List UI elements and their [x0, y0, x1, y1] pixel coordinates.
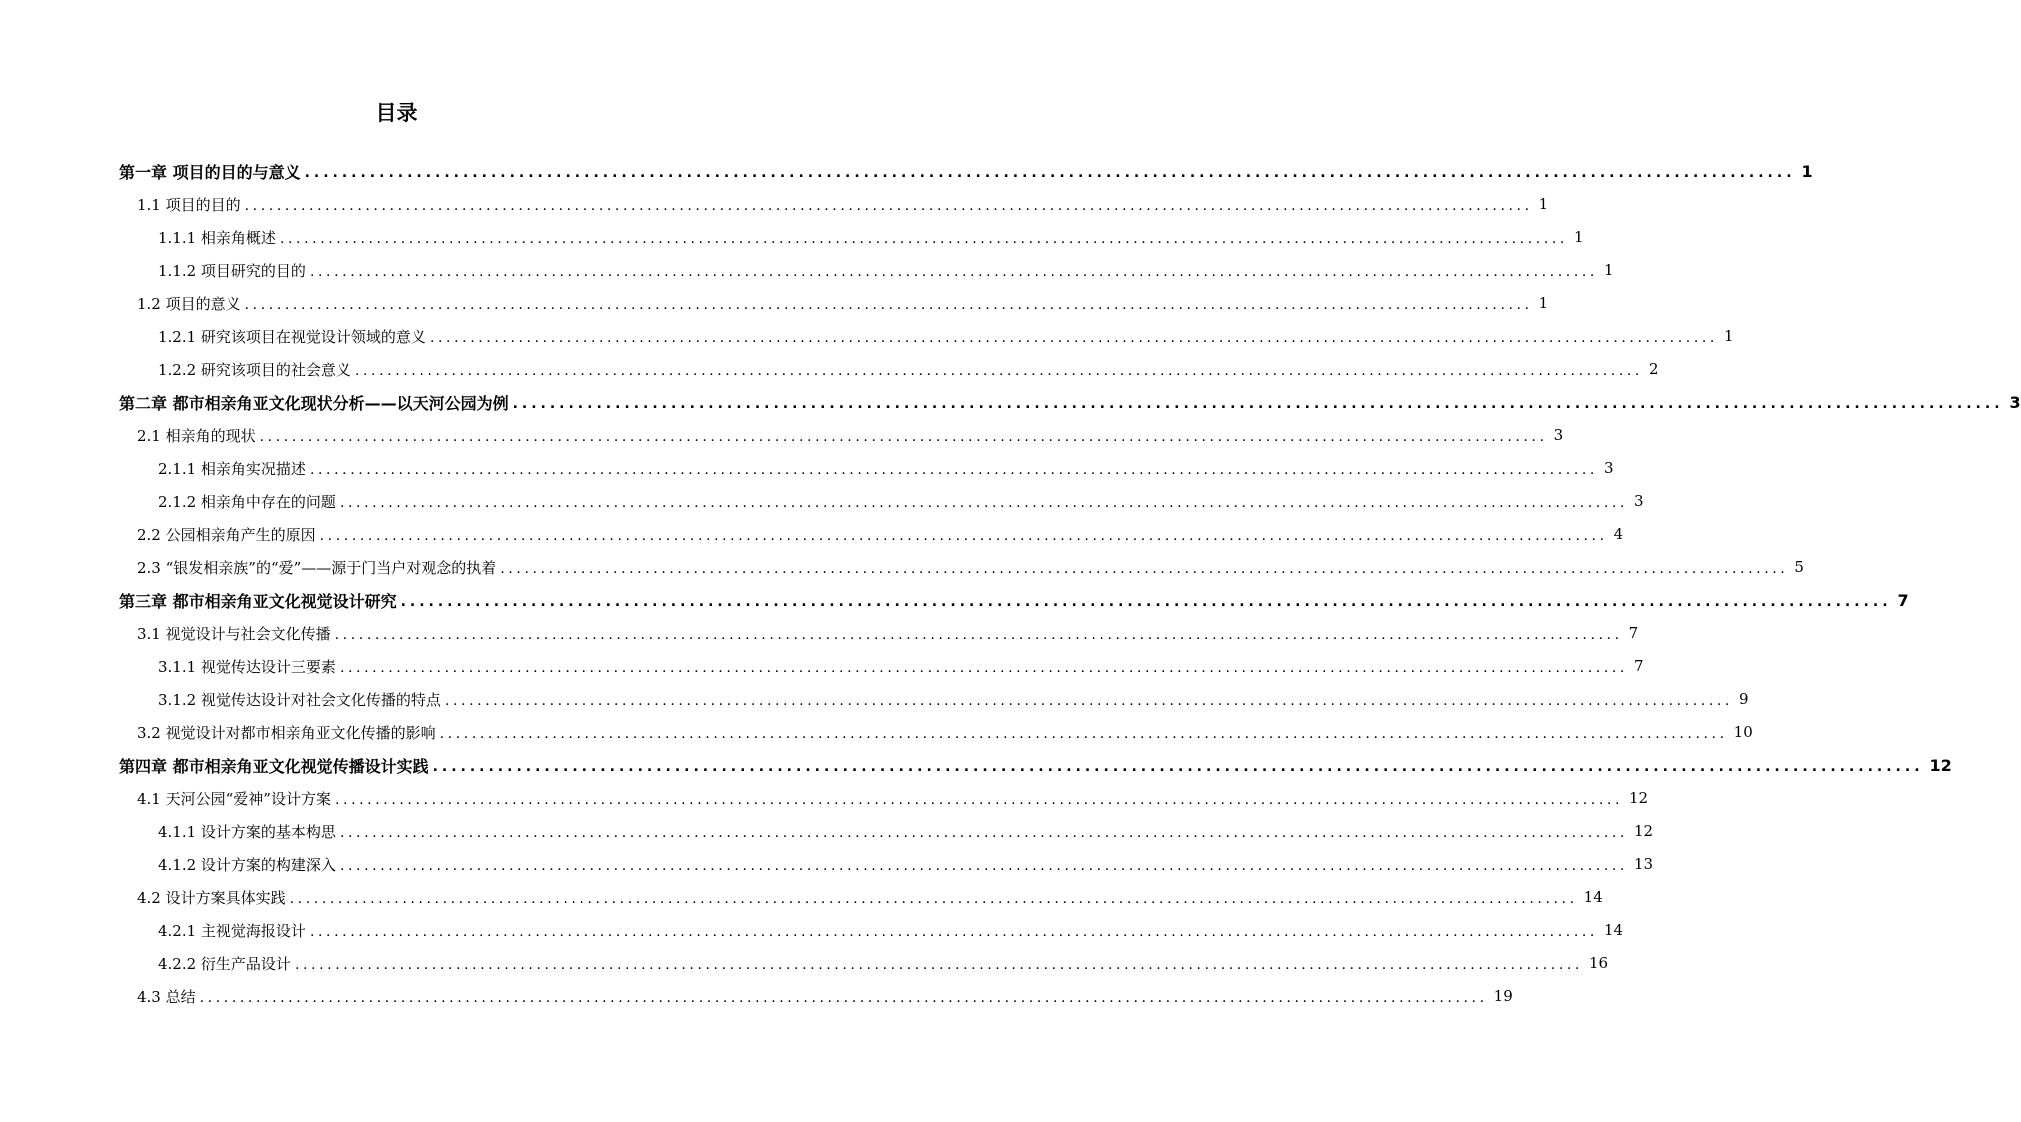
toc-entry-title: 1.2 项目的意义 [137, 294, 241, 313]
toc-entry[interactable] [119, 154, 1813, 188]
toc-entry[interactable] [158, 319, 1734, 353]
toc-entry-title: 3.1.2 视觉传达设计对社会文化传播的特点 [158, 690, 441, 709]
toc-entry-title: 3.1.1 视觉传达设计三要素 [158, 657, 336, 676]
toc-entry-page: 3 [1633, 492, 1644, 510]
toc-entry-title: 2.1.1 相亲角实况描述 [158, 459, 306, 478]
dot-leader: ................................................................................................................................................................ [309, 924, 1598, 940]
toc-entry[interactable] [158, 352, 1659, 386]
dot-leader: ................................................................................................................................................................ [294, 957, 1583, 973]
toc-entry-title: 第三章 都市相亲角亚文化视觉设计研究 [119, 591, 397, 611]
dot-leader: ................................................................................................................................................................ [309, 264, 1598, 280]
dot-leader: ................................................................................................................................................................ [339, 825, 1628, 841]
toc-entry-page: 4 [1613, 525, 1624, 543]
dot-leader: ................................................................................................................................................................ [244, 198, 1533, 214]
toc-entry-title: 1.1.1 相亲角概述 [158, 228, 276, 247]
toc-entry-page: 3 [2009, 392, 2021, 412]
toc-entry-title: 第一章 项目的目的与意义 [119, 162, 301, 182]
toc-entry[interactable] [158, 946, 1609, 980]
dot-leader: ................................................................................................................................................................ [289, 891, 1578, 907]
dot-leader: ................................................................................................................................................................ [319, 528, 1608, 544]
toc-entry-page: 7 [1633, 657, 1644, 675]
toc-entry[interactable] [137, 517, 1624, 551]
toc-entry-title: 1.1.2 项目研究的目的 [158, 261, 306, 280]
toc-entry[interactable] [119, 385, 2021, 419]
dot-leader: ................................................................................................................................................................ [259, 429, 1548, 445]
toc-entry-page: 3 [1603, 459, 1614, 477]
toc-entry-title: 1.1 项目的目的 [137, 195, 241, 214]
toc-entry-page: 5 [1794, 558, 1804, 576]
toc-entry[interactable] [158, 913, 1624, 947]
dot-leader: ................................................................................................................................................................ [334, 792, 1623, 808]
dot-leader: ................................................................................................................................................................ [309, 462, 1598, 478]
toc-entry[interactable] [137, 616, 1639, 650]
toc-entry-title: 2.2 公园相亲角产生的原因 [137, 525, 316, 544]
toc-entry[interactable] [137, 418, 1564, 452]
dot-leader: ................................................................................................................................................................ [339, 660, 1628, 676]
toc-entry-page: 14 [1583, 888, 1603, 906]
toc-entry-title: 2.1.2 相亲角中存在的问题 [158, 492, 336, 511]
toc-entry-page: 7 [1628, 624, 1639, 642]
toc-entry-page: 3 [1553, 426, 1564, 444]
toc-entry-page: 7 [1897, 590, 1909, 610]
toc-entry-page: 12 [1629, 789, 1649, 807]
dot-leader: ................................................................................................................................................................ [279, 231, 1568, 247]
toc-entry-title: 4.2.2 衍生产品设计 [158, 954, 291, 973]
toc-entry[interactable] [158, 847, 1654, 881]
page-title: 目录 [375, 101, 418, 125]
toc-entry-page: 19 [1493, 987, 1513, 1005]
toc-entry[interactable] [137, 715, 1753, 749]
toc-entry-page: 16 [1588, 954, 1609, 972]
toc-entry-page: 1 [1573, 228, 1584, 246]
dot-leader: ................................................................................................................................................................ [512, 396, 2004, 412]
toc-entry[interactable] [158, 814, 1654, 848]
toc-entry[interactable] [158, 451, 1614, 485]
toc-entry[interactable] [158, 253, 1614, 287]
dot-leader: ................................................................................................................................................................ [334, 627, 1623, 643]
toc-entry-page: 14 [1603, 921, 1624, 939]
toc-entry[interactable] [137, 979, 1513, 1013]
toc-entry-page: 2 [1648, 360, 1659, 378]
toc-entry-title: 4.1 天河公园“爱神”设计方案 [137, 789, 331, 808]
toc-entry-title: 2.3 “银发相亲族”的“爱”——源于门当户对观念的执着 [137, 558, 497, 577]
dot-leader: ................................................................................................................................................................ [429, 330, 1718, 346]
toc-entry[interactable] [137, 880, 1603, 914]
toc-entry-page: 1 [1603, 261, 1614, 279]
toc-entry[interactable] [137, 286, 1549, 320]
toc-entry[interactable] [137, 187, 1549, 221]
dot-leader: ................................................................................................................................................................ [339, 858, 1628, 874]
toc-entry[interactable] [137, 550, 1804, 584]
toc-entry-page: 1 [1801, 161, 1813, 181]
toc-entry-title: 2.1 相亲角的现状 [137, 426, 256, 445]
toc-entry-page: 10 [1733, 723, 1753, 741]
toc-entry-title: 第二章 都市相亲角亚文化现状分析——以天河公园为例 [119, 393, 509, 413]
dot-leader: ................................................................................................................................................................ [439, 726, 1728, 742]
toc-entry-page: 1 [1538, 195, 1549, 213]
dot-leader: ................................................................................................................................................................ [354, 363, 1643, 379]
dot-leader: ................................................................................................................................................................ [500, 561, 1789, 577]
dot-leader: ................................................................................................................................................................ [444, 693, 1733, 709]
dot-leader: ................................................................................................................................................................ [244, 297, 1533, 313]
toc-entry-title: 4.2 设计方案具体实践 [137, 888, 286, 907]
toc-entry-title: 4.1.1 设计方案的基本构思 [158, 822, 336, 841]
toc-entry-title: 4.3 总结 [137, 987, 196, 1006]
toc-entry[interactable] [119, 748, 1952, 782]
toc-entry-page: 1 [1723, 327, 1734, 345]
toc-entry-page: 13 [1633, 855, 1654, 873]
dot-leader: ................................................................................................................................................................ [400, 594, 1892, 610]
toc-entry[interactable] [158, 220, 1584, 254]
dot-leader: ................................................................................................................................................................ [304, 165, 1796, 181]
toc-entry[interactable] [119, 583, 1909, 617]
toc-entry-page: 12 [1929, 755, 1952, 775]
dot-leader: ................................................................................................................................................................ [432, 759, 1924, 775]
toc-entry-title: 第四章 都市相亲角亚文化视觉传播设计实践 [119, 756, 429, 776]
toc-entry-page: 12 [1633, 822, 1654, 840]
toc-entry-title: 4.2.1 主视觉海报设计 [158, 921, 306, 940]
dot-leader: ................................................................................................................................................................ [199, 990, 1488, 1006]
toc-entry[interactable] [158, 682, 1749, 716]
toc-entry-title: 1.2.2 研究该项目的社会意义 [158, 360, 351, 379]
toc-entry-title: 4.1.2 设计方案的构建深入 [158, 855, 336, 874]
toc-entry[interactable] [137, 781, 1649, 815]
toc-entry-page: 9 [1738, 690, 1749, 708]
toc-entry-title: 3.2 视觉设计对都市相亲角亚文化传播的影响 [137, 723, 436, 742]
toc-entry-title: 3.1 视觉设计与社会文化传播 [137, 624, 331, 643]
toc-entry[interactable] [158, 484, 1644, 518]
toc-entry-title: 1.2.1 研究该项目在视觉设计领域的意义 [158, 327, 426, 346]
toc-entry[interactable] [158, 649, 1644, 683]
toc-entry-page: 1 [1538, 294, 1549, 312]
dot-leader: ................................................................................................................................................................ [339, 495, 1628, 511]
